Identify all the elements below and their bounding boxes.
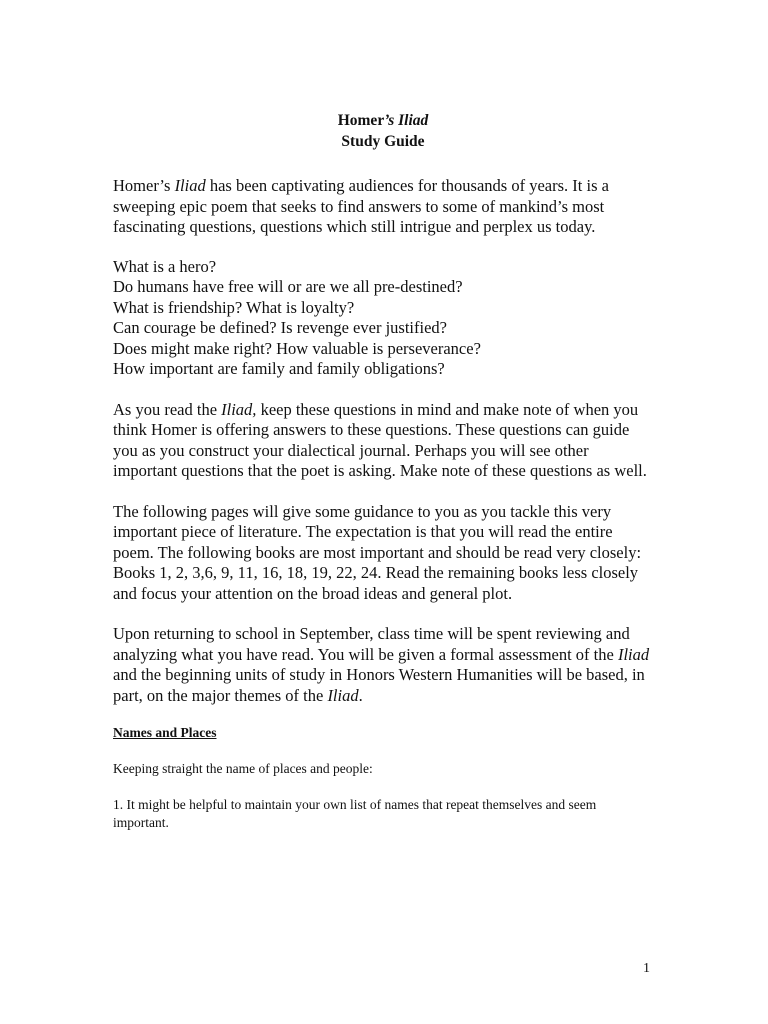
intro-paragraph: Homer’s Iliad has been captivating audiences for thousands of years. It is a sweeping epic poem that seeks to find answers to some of mankind’s most fascinating questions, questions which still intrigue and perplex us today. [113, 176, 609, 236]
question-item: What is a hero? [113, 256, 217, 276]
section-heading: Names and Places [113, 725, 217, 740]
question-list [113, 257, 653, 380]
page-number: 1 [643, 961, 650, 976]
reading-paragraph: As you read the Iliad, keep these questions in mind and make note of when you think Homer is offering answers to these questions. These questions can guide you as you construct your dialectical journal. Perhaps you will see other important questions that the poet is asking. Make note of these questions as well. [113, 399, 647, 480]
question-item: How important are family and family obligations? [113, 359, 445, 378]
title-line-2: Study Guide [341, 133, 425, 150]
title-line-1 [113, 110, 653, 131]
document-page [113, 110, 653, 832]
question-item: Does might make right? How valuable is perseverance? [113, 338, 481, 358]
section-item: 1. It might be helpful to maintain your own list of names that repeat themselves and seem important. [113, 797, 597, 830]
question-item: Can courage be defined? Is revenge ever justified? [113, 318, 447, 337]
title-work: ’s Iliad [384, 112, 429, 129]
question-item: What is friendship? What is loyalty? [113, 297, 355, 317]
section-intro: Keeping straight the name of places and people: [113, 761, 373, 776]
title-author: Homer [337, 112, 385, 129]
question-item: Do humans have free will or are we all pre-destined? [113, 277, 463, 296]
guidance-paragraph: The following pages will give some guidance to you as you tackle this very important piece of literature. The expectation is that you will read the entire poem. The following books are most important and should be read very closely: Books 1, 2, 3,6, 9, 11, 16, 18, 19, 22, 24. Read the remaining books less closely and focus your attention on the broad ideas and general plot. [113, 501, 642, 603]
school-paragraph: Upon returning to school in September, class time will be spent reviewing and analyzing what you have read. You will be given a formal assessment of the Iliad and the beginning units of study in Honors Western Humanities will be based, in part, on the major themes of the Iliad. [113, 624, 650, 705]
